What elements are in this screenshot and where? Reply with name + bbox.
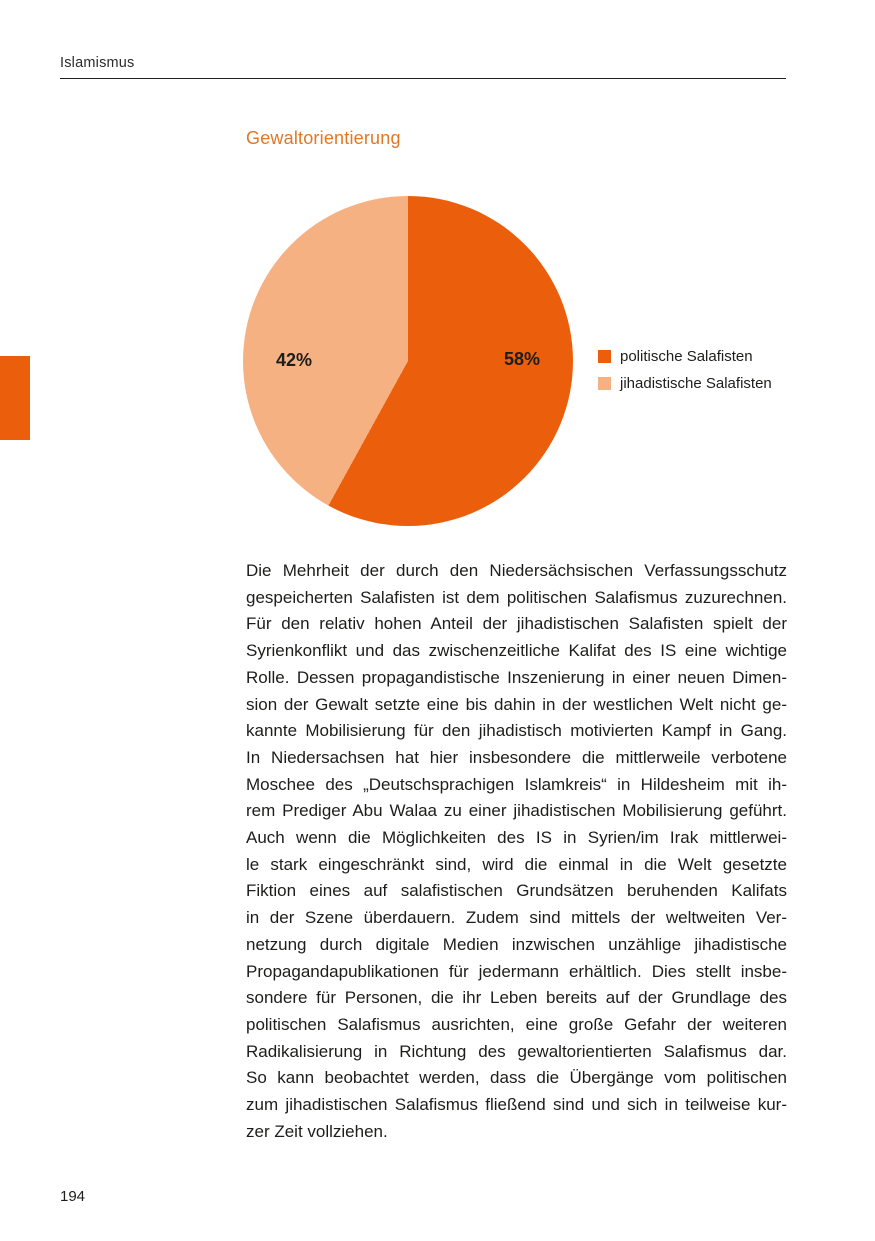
body-line: Propagandapublikationen für jedermann erhältlich. Dies stellt insbe- [246,961,787,981]
body-line: netzung durch digitale Medien inzwischen unzählige jihadistische [246,934,787,954]
body-line: in der Szene überdauern. Zudem sind mittels der weltweiten Ver- [246,908,787,928]
body-line: Rolle. Dessen propagandistische Inszenierung in einer neuen Dimen- [246,667,787,687]
legend-item-jihadistische [598,374,772,392]
body-line: In Niedersachsen hat hier insbesondere die mittlerweile verbotene [246,747,787,767]
body-line: sion der Gewalt setzte eine bis dahin in der westlichen Welt nicht ge- [246,694,787,714]
body-line: Auch wenn die Möglichkeiten des IS in Syrien/im Irak mittlerwei- [246,828,787,848]
body-line: Moschee des „Deutschsprachigen Islamkreis“ in Hildesheim mit ih- [246,774,787,794]
body-line: Die Mehrheit der durch den Niedersächsischen Verfassungsschutz [246,561,787,580]
body-line: Für den relativ hohen Anteil der jihadistischen Salafisten spielt der [246,614,787,634]
body-line: le stark eingeschränkt sind, wird die einmal in die Welt gesetzte [246,854,787,874]
body-line: politischen Salafismus ausrichten, eine große Gefahr der weiteren [246,1014,787,1034]
body-line: Radikalisierung in Richtung des gewaltorientierten Salafismus dar. [246,1041,787,1061]
legend-label-jihadistische: jihadistische Salafisten [620,374,772,392]
body-line: kannte Mobilisierung für den jihadistisch motivierten Kampf in Gang. [246,721,787,741]
running-header: Islamismus [60,55,135,71]
pie-slice-label-jihadistische: 42% [275,350,313,370]
body-line: Syrienkonflikt und das zwischenzeitliche Kalifat des IS eine wichtige [246,641,787,661]
margin-tab [0,356,30,440]
legend-label-politische: politische Salafisten [620,347,753,365]
header-rule [60,78,786,79]
body-paragraph [246,558,787,1145]
chart-legend [598,347,772,401]
body-line: zer Zeit vollziehen. [246,1121,388,1141]
page-number: 194 [60,1188,86,1205]
legend-item-politische [598,347,772,365]
body-line: zum jihadistischen Salafismus fließend sind und sich in teilweise kur- [246,1095,787,1115]
body-line: sondere für Personen, die ihr Leben bereits auf der Grundlage des [246,988,787,1008]
section-title: Gewaltorientierung [246,128,401,148]
pie-slice-label-politische: 58% [503,349,541,369]
body-line: So kann beobachtet werden, dass die Übergänge vom politischen [246,1068,787,1088]
body-line: rem Prediger Abu Walaa zu einer jihadistischen Mobilisierung geführt. [246,801,787,821]
legend-swatch-politische-icon [598,350,611,363]
body-line: Fiktion eines auf salafistischen Grundsätzen beruhenden Kalifats [246,881,787,901]
body-line: gespeicherten Salafisten ist dem politischen Salafismus zuzurechnen. [246,587,787,607]
legend-swatch-jihadistische-icon [598,377,611,390]
